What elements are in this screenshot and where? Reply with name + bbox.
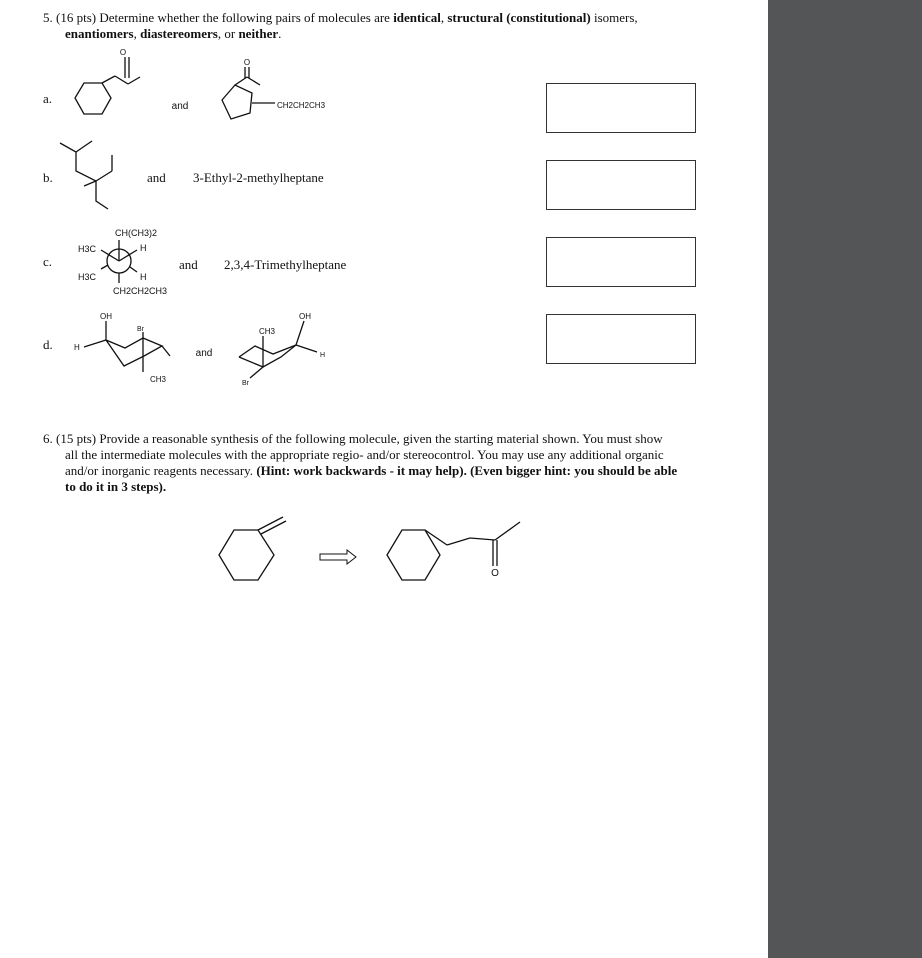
q6-oxygen: O [491,568,499,579]
part-c-letter: c. [43,254,53,269]
part-c-and: and [179,257,198,272]
q5-text2: isomers, [593,10,638,25]
q5-points: (16 pts) [56,10,97,25]
q6-number: 6. [43,431,53,446]
q6-product [387,522,520,580]
q5-text: Determine whether the following pairs of molecules are [99,10,390,25]
q5-neither: neither [238,26,279,41]
part-a-and: and [171,101,189,112]
part-a-oxygen-1: O [119,48,127,57]
part-a-oxygen-2: O [243,58,251,67]
part-c-h3c-2: H3C [78,272,97,282]
q5-comma2: , [133,26,137,41]
q6-hint-1: (Hint: work backwards - it may help). (Even bigger hint: you should be able [256,463,678,478]
q6-points: (15 pts) [56,431,97,446]
q6-starting-material [219,517,286,580]
part-d-and: and [195,348,213,359]
part-a-propyl-label: CH2CH2CH3 [277,101,326,110]
part-d-h-1: H [74,343,80,352]
part-d-chair-2 [239,321,317,378]
part-c-top-label: CH(CH3)2 [115,228,158,238]
part-a-molecule-1 [75,57,140,114]
part-c-h-1: H [140,243,147,253]
q6-text-1: Provide a reasonable synthesis of the following molecule, given the starting material shown. You must show [99,431,663,446]
part-a-molecule-2 [222,67,275,119]
q6-text-2: all the intermediate molecules with the appropriate regio- and/or stereocontrol. You may use any additional organic [65,447,664,462]
part-d-ch3-2: CH3 [259,327,276,336]
part-c-h-2: H [140,272,147,282]
q5-or: , or [217,26,236,41]
part-b-molecule [60,141,112,209]
part-b-and: and [147,170,166,185]
part-d-br-1: Br [137,326,144,333]
viewer-side-panel [768,0,922,958]
q5-number: 5. [43,10,53,25]
part-b-name: 3-Ethyl-2-methylheptane [193,170,324,185]
part-c-h3c-1: H3C [78,244,97,254]
q5-period: . [278,26,282,41]
part-c-bottom-label: CH2CH2CH3 [113,286,168,296]
part-d-br-2: Br [242,380,249,387]
reaction-arrow-icon [320,550,356,564]
q5-identical: identical [393,10,441,25]
part-d-chair-1 [84,321,170,372]
part-c-newman [101,240,137,283]
part-d-letter: d. [43,337,53,352]
part-a-letter: a. [43,91,53,106]
q6-hint-2: to do it in 3 steps). [65,479,167,494]
part-b-letter: b. [43,170,53,185]
q5-structural: structural (constitutional) [447,10,591,25]
q5-diastereomers: diastereomers [140,26,218,41]
part-d-ch3-1: CH3 [150,375,167,384]
part-d-oh-1: OH [100,312,112,321]
part-c-name: 2,3,4-Trimethylheptane [224,257,347,272]
part-d-h-2: H [320,352,326,359]
q5-enantiomers: enantiomers [65,26,134,41]
part-d-oh-2: OH [299,312,311,321]
q6-text-3: and/or inorganic reagents necessary. [65,463,254,478]
question-6 [43,431,733,495]
q5-comma: , [440,10,445,25]
